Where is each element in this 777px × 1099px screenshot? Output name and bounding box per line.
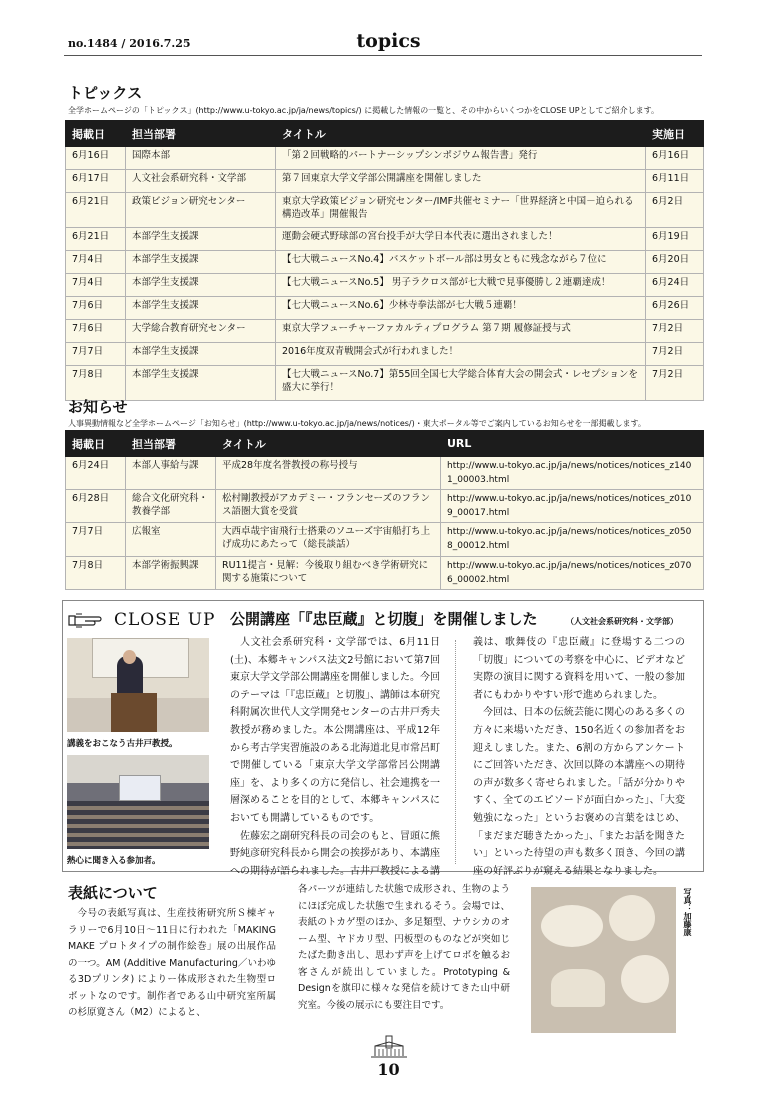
section-title: topics <box>356 30 421 52</box>
table-row <box>66 147 704 170</box>
lecture-photo <box>67 638 209 732</box>
col-header: 実施日 <box>646 121 704 147</box>
issue-info: no.1484 / 2016.7.25 <box>68 37 191 50</box>
closeup-column-1 <box>230 634 440 880</box>
col-header: 掲載日 <box>66 431 126 457</box>
col-header: 担当部署 <box>126 121 276 147</box>
table-cell: 7月8日 <box>66 366 126 401</box>
paragraph: 各パーツが連結した状態で成形され、生物のようにほぼ完成した状態で生まれるそう。会場では、表紙のトカゲ型のほか、多足類型、ナウシカのオーム型、ヤドカリ型、円板型のものなどが突如じたばた動き出し、思わず声を上げてロボを触るお客さんが続出していました。Prototyping & Designを旗印に様々な発信を続けてきた山中研究室。今後の展示にも要注目です。 <box>298 884 510 1011</box>
cover-column-2 <box>298 882 510 1014</box>
closeup-column-2 <box>473 634 685 880</box>
photo-caption: 講義をおこなう古井戸教授。 <box>67 739 178 749</box>
table-cell: 6月11日 <box>646 170 704 193</box>
table-cell: 7月7日 <box>66 343 126 366</box>
table-cell: 7月2日 <box>646 343 704 366</box>
table-cell: 7月6日 <box>66 320 126 343</box>
notices-table <box>65 430 704 590</box>
table-cell[interactable]: http://www.u-tokyo.ac.jp/ja/news/notices/notices_z1401_00003.html <box>441 457 704 490</box>
table-cell: 7月6日 <box>66 297 126 320</box>
table-cell: RU11提言・見解：今後取り組むべき学術研究に関する施策について <box>216 557 441 590</box>
table-row <box>66 170 704 193</box>
table-cell[interactable]: http://www.u-tokyo.ac.jp/ja/news/notices/notices_z0706_00002.html <box>441 557 704 590</box>
table-cell: 大学総合教育研究センター <box>126 320 276 343</box>
table-cell: 人文社会系研究科・文学部 <box>126 170 276 193</box>
topics-header-row <box>66 121 704 147</box>
col-header: タイトル <box>276 121 646 147</box>
table-row <box>66 366 704 401</box>
topics-table <box>65 120 704 401</box>
table-cell: 本部学生支援課 <box>126 228 276 251</box>
table-cell: 2016年度双青戦開会式が行われました！ <box>276 343 646 366</box>
table-cell: 7月4日 <box>66 274 126 297</box>
topics-description: 全学ホームページの「トピックス」(http://www.u-tokyo.ac.jp/ja/news/topics/) に掲載した情報の一覧と、その中からいくつかをCLOSE UPとしてご紹介します。 <box>68 106 659 115</box>
table-cell: 6月28日 <box>66 490 126 523</box>
table-row <box>66 343 704 366</box>
table-cell: 7月2日 <box>646 320 704 343</box>
table-cell: 東京大学フューチャーファカルティプログラム 第７期 履修証授与式 <box>276 320 646 343</box>
table-row <box>66 557 704 590</box>
pointing-hand-icon <box>67 610 109 634</box>
table-cell: 7月7日 <box>66 523 126 557</box>
table-cell: 6月19日 <box>646 228 704 251</box>
table-cell: 7月2日 <box>646 366 704 401</box>
page-number: 10 <box>377 1060 400 1079</box>
table-row <box>66 228 704 251</box>
paragraph: 佐藤宏之副研究科長の司会のもと、冒頭に熊野純彦研究科長から開会の挨拶があり、本講座への期待が語られました。古井戸教授による講 <box>230 830 440 877</box>
table-cell: 本部学生支援課 <box>126 297 276 320</box>
table-cell: 本部学生支援課 <box>126 343 276 366</box>
table-cell: 本部学生支援課 <box>126 274 276 297</box>
table-row <box>66 251 704 274</box>
notices-header-row <box>66 431 704 457</box>
table-cell: 東京大学政策ビジョン研究センター/IMF共催セミナー「世界経済と中国－迫られる構造改革」開催報告 <box>276 193 646 228</box>
paragraph: 人文社会系研究科・文学部では、6月11日(土)、本郷キャンパス法文2号館において第7回東京大学文学部公開講座を開催しました。今回のテーマは「『忠臣蔵』と切腹」、講師は本研究科附属次世代人文学開発センターの古井戸秀夫教授が務めました。本公開講座は、平成12年から考古学実習施設のある北海道北見市常呂町で開催している「東京大学文学部常呂公開講座」を、より多くの方に発信し、社会連携を一層深めることを目的として、本郷キャンパスにおいても開講しているものです。 <box>230 637 440 824</box>
col-header: URL <box>441 431 704 457</box>
header-rule <box>64 55 702 56</box>
table-cell: 国際本部 <box>126 147 276 170</box>
table-cell: 【七大戦ニュースNo.6】少林寺拳法部が七大戦５連覇！ <box>276 297 646 320</box>
topics-heading: トピックス <box>68 84 143 102</box>
photo-caption: 熱心に聞き入る参加者。 <box>67 856 161 866</box>
table-row <box>66 274 704 297</box>
table-row <box>66 193 704 228</box>
col-header: タイトル <box>216 431 441 457</box>
table-cell: 6月17日 <box>66 170 126 193</box>
table-cell: 7月4日 <box>66 251 126 274</box>
table-cell: 運動会硬式野球部の宮台投手が大学日本代表に選出されました！ <box>276 228 646 251</box>
audience-photo <box>67 755 209 849</box>
table-cell: 6月24日 <box>66 457 126 490</box>
table-cell: 6月21日 <box>66 228 126 251</box>
table-cell: 6月16日 <box>646 147 704 170</box>
closeup-dept: （人文社会系研究科・文学部） <box>566 617 678 626</box>
table-cell: 政策ビジョン研究センター <box>126 193 276 228</box>
table-cell: 松村剛教授がアカデミー・フランセーズのフランス語圏大賞を受賞 <box>216 490 441 523</box>
table-row <box>66 523 704 557</box>
cover-heading: 表紙について <box>68 884 158 902</box>
notices-description: 人事異動情報など全学ホームページ「お知らせ」(http://www.u-tokyo.ac.jp/ja/news/notices/)・東大ポータル等でご案内しているお知らせを一部掲載します。 <box>68 419 646 428</box>
paragraph: 義は、歌舞伎の『忠臣蔵』に登場する二つの「切腹」についての考察を中心に、ビデオなど実際の演目に関する資料を用いて、一般の参加者にもわかりやすい形で進められました。 <box>473 637 685 701</box>
table-cell: 6月24日 <box>646 274 704 297</box>
table-cell[interactable]: http://www.u-tokyo.ac.jp/ja/news/notices/notices_z0508_00012.html <box>441 523 704 557</box>
table-cell: 6月16日 <box>66 147 126 170</box>
table-row <box>66 490 704 523</box>
table-cell: 「第２回戦略的パートナーシップシンポジウム報告書」発行 <box>276 147 646 170</box>
table-cell: 広報室 <box>126 523 216 557</box>
closeup-title: 公開講座「『忠臣蔵』と切腹」を開催しました <box>230 610 538 628</box>
paragraph: 今号の表紙写真は、生産技術研究所Ｓ棟ギャラリーで6月10日〜11日に行われた「MAKING MAKE プロトタイプの制作絵巻」展の出展作品の一つ。AM (Additive Manufacturing／いわゆる3Dプリンタ) によりー体成形された生物型ロボットなのです。制作者である山中研究室所属の杉原寛さん（M2）によると、 <box>68 908 276 1018</box>
table-cell: 平成28年度名誉教授の称号授与 <box>216 457 441 490</box>
paragraph: 今回は、日本の伝統芸能に関心のある多くの方々に来場いただき、150名近くの参加者をお迎えしました。また、6割の方からアンケートにご回答いただき、次回以降の本講座への期待の声が数多く寄せられました。「話が分かりやすく、全てのエピソードが面白かった」、「大変勉強になった」というお褒めの言葉をはじめ、「まだまだ聴きたかった」、「またお話を聞きたい」といった待望の声も数多く頂き、今回の講座の好評ぶりが窺える結果となりました。 <box>473 707 685 877</box>
col-header: 掲載日 <box>66 121 126 147</box>
table-cell: 6月2日 <box>646 193 704 228</box>
table-cell: 【七大戦ニュースNo.5】 男子ラクロス部が七大戦で見事優勝し２連覇達成！ <box>276 274 646 297</box>
table-cell: 第７回東京大学文学部公開講座を開催しました <box>276 170 646 193</box>
table-cell: 本部学生支援課 <box>126 366 276 401</box>
table-cell: 総合文化研究科・教養学部 <box>126 490 216 523</box>
table-cell[interactable]: http://www.u-tokyo.ac.jp/ja/news/notices/notices_z0109_00017.html <box>441 490 704 523</box>
table-row <box>66 297 704 320</box>
table-cell: 本部学術振興課 <box>126 557 216 590</box>
column-divider <box>455 640 456 864</box>
table-cell: 大西卓哉宇宙飛行士搭乗のソユーズ宇宙船打ち上げ成功にあたって（総長談話） <box>216 523 441 557</box>
cover-column-1 <box>68 906 276 1022</box>
table-row <box>66 320 704 343</box>
cover-robot-photo <box>531 887 676 1033</box>
table-row <box>66 457 704 490</box>
col-header: 担当部署 <box>126 431 216 457</box>
table-cell: 7月8日 <box>66 557 126 590</box>
yasuda-auditorium-logo-icon <box>371 1034 407 1062</box>
table-cell: 本部学生支援課 <box>126 251 276 274</box>
table-cell: 【七大戦ニュースNo.7】第55回全国七大学総合体育大会の開会式・レセプションを盛大に挙行！ <box>276 366 646 401</box>
notices-heading: お知らせ <box>68 398 128 416</box>
table-cell: 6月21日 <box>66 193 126 228</box>
photo-credit: 写真：加藤康 <box>683 888 692 936</box>
closeup-label: CLOSE UP <box>114 610 216 630</box>
table-cell: 【七大戦ニュースNo.4】バスケットボール部は男女ともに残念ながら７位に <box>276 251 646 274</box>
table-cell: 6月20日 <box>646 251 704 274</box>
table-cell: 6月26日 <box>646 297 704 320</box>
table-cell: 本部人事給与課 <box>126 457 216 490</box>
